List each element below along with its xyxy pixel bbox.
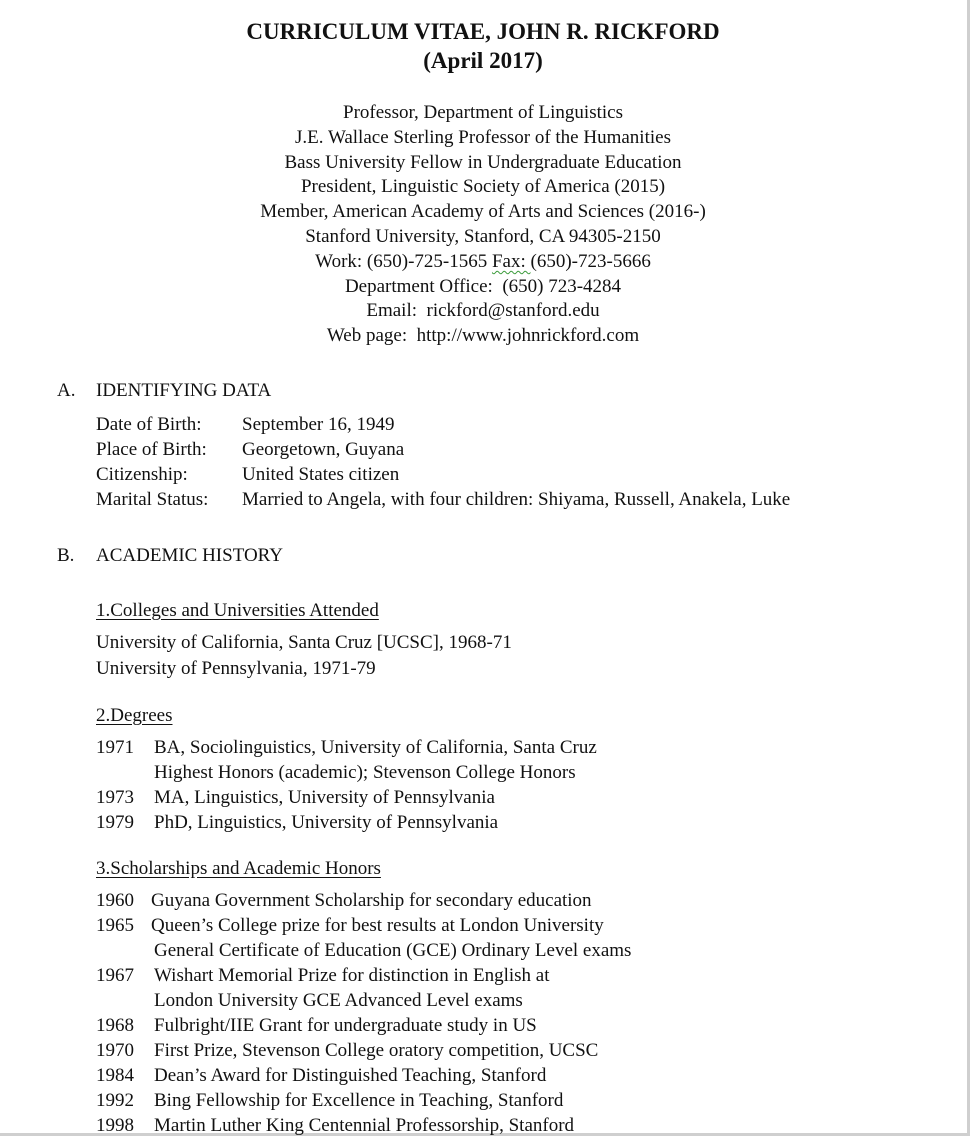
item-text: MA, Linguistics, University of Pennsylvania <box>154 787 495 808</box>
item-text: PhD, Linguistics, University of Pennsylvania <box>154 812 499 833</box>
email-line: Email: rickford@stanford.edu <box>366 300 600 322</box>
cv-title: CURRICULUM VITAE, JOHN R. RICKFORD <box>246 19 720 44</box>
list-item: University of California, Santa Cruz [UCSC], 1968-71 <box>96 632 512 653</box>
section-letter: A. <box>57 380 76 401</box>
id-label: Marital Status: <box>96 489 209 510</box>
position-line: J.E. Wallace Sterling Professor of the Humanities <box>295 126 671 148</box>
id-label: Citizenship: <box>96 464 188 485</box>
id-value: Married to Angela, with four children: Shiyama, Russell, Anakela, Luke <box>242 489 791 510</box>
degrees-heading: 2.Degrees <box>96 705 173 726</box>
section-b-heading <box>57 544 283 568</box>
id-value: Georgetown, Guyana <box>242 439 405 460</box>
item-year: 1960 <box>96 890 134 911</box>
id-value: September 16, 1949 <box>242 414 395 435</box>
item-year <box>96 988 154 1013</box>
item-text: BA, Sociolinguistics, University of California, Santa Cruz <box>154 737 597 758</box>
position-line: Bass University Fellow in Undergraduate Education <box>284 151 682 173</box>
section-a-heading <box>57 379 271 403</box>
section-title: IDENTIFYING DATA <box>96 380 272 401</box>
colleges-list <box>96 630 512 681</box>
honors-list <box>96 888 631 1138</box>
contact-header <box>0 101 966 349</box>
id-label: Place of Birth: <box>96 439 207 460</box>
item-year: 1965 <box>96 915 134 936</box>
id-value: United States citizen <box>242 464 400 485</box>
list-item <box>96 938 631 963</box>
item-text: Martin Luther King Centennial Professorship, Stanford <box>154 1115 575 1136</box>
list-item <box>96 785 597 810</box>
item-year: 1971 <box>96 737 134 758</box>
list-item <box>96 1013 631 1038</box>
item-text: Highest Honors (academic); Stevenson College Honors <box>154 762 576 783</box>
list-item <box>96 888 631 913</box>
item-text: Wishart Memorial Prize for distinction in English at <box>154 965 550 986</box>
list-item <box>96 1038 631 1063</box>
list-item <box>96 735 597 760</box>
item-text: First Prize, Stevenson College oratory competition, UCSC <box>154 1040 599 1061</box>
phone-line <box>0 250 966 275</box>
address-line: Stanford University, Stanford, CA 94305-2150 <box>305 225 661 247</box>
item-year: 1973 <box>96 787 134 808</box>
list-item <box>96 1063 631 1088</box>
section-title: ACADEMIC HISTORY <box>96 545 284 566</box>
id-label: Date of Birth: <box>96 414 202 435</box>
list-item <box>96 988 631 1013</box>
item-text: Queen’s College prize for best results at London University <box>151 915 604 936</box>
item-text: Guyana Government Scholarship for secondary education <box>151 890 592 911</box>
id-row <box>96 437 790 462</box>
id-row <box>96 487 790 512</box>
id-row <box>96 462 790 487</box>
list-item <box>96 913 631 938</box>
position-line: Professor, Department of Linguistics <box>343 102 623 123</box>
list-item <box>96 1113 631 1138</box>
fax-number: (650)-723-5666 <box>530 250 651 272</box>
item-text: London University GCE Advanced Level exams <box>154 990 523 1011</box>
web-page-line: Web page: http://www.johnrickford.com <box>326 325 640 347</box>
honors-heading: 3.Scholarships and Academic Honors <box>96 858 381 879</box>
item-year: 1967 <box>96 965 134 986</box>
item-year: 1970 <box>96 1040 134 1061</box>
fax-label: Fax: <box>491 250 531 272</box>
identifying-data-table <box>96 412 790 512</box>
item-year: 1984 <box>96 1065 134 1086</box>
position-line: Member, American Academy of Arts and Sciences (2016-) <box>260 201 706 223</box>
item-text: Bing Fellowship for Excellence in Teaching, Stanford <box>154 1090 564 1111</box>
department-office-line: Department Office: (650) 723-4284 <box>344 275 622 297</box>
cv-date: (April 2017) <box>423 48 543 73</box>
list-item <box>96 810 597 835</box>
degrees-list <box>96 735 597 835</box>
list-item <box>96 963 631 988</box>
item-year: 1998 <box>96 1115 134 1136</box>
list-item <box>96 1088 631 1113</box>
position-line: President, Linguistic Society of America (2015) <box>300 176 666 198</box>
item-text: Dean’s Award for Distinguished Teaching, Stanford <box>154 1065 547 1086</box>
colleges-heading: 1.Colleges and Universities Attended <box>96 600 379 621</box>
item-text: General Certificate of Education (GCE) Ordinary Level exams <box>154 940 632 961</box>
work-phone: Work: (650)-725-1565 <box>315 250 492 272</box>
id-row <box>96 412 790 437</box>
list-item <box>96 760 597 785</box>
item-year <box>96 938 154 963</box>
item-year: 1992 <box>96 1090 134 1111</box>
item-year <box>96 760 154 785</box>
item-year: 1979 <box>96 812 134 833</box>
list-item: University of Pennsylvania, 1971-79 <box>96 657 376 679</box>
item-year: 1968 <box>96 1015 134 1036</box>
section-letter: B. <box>57 545 75 566</box>
item-text: Fulbright/IIE Grant for undergraduate study in US <box>154 1015 537 1036</box>
